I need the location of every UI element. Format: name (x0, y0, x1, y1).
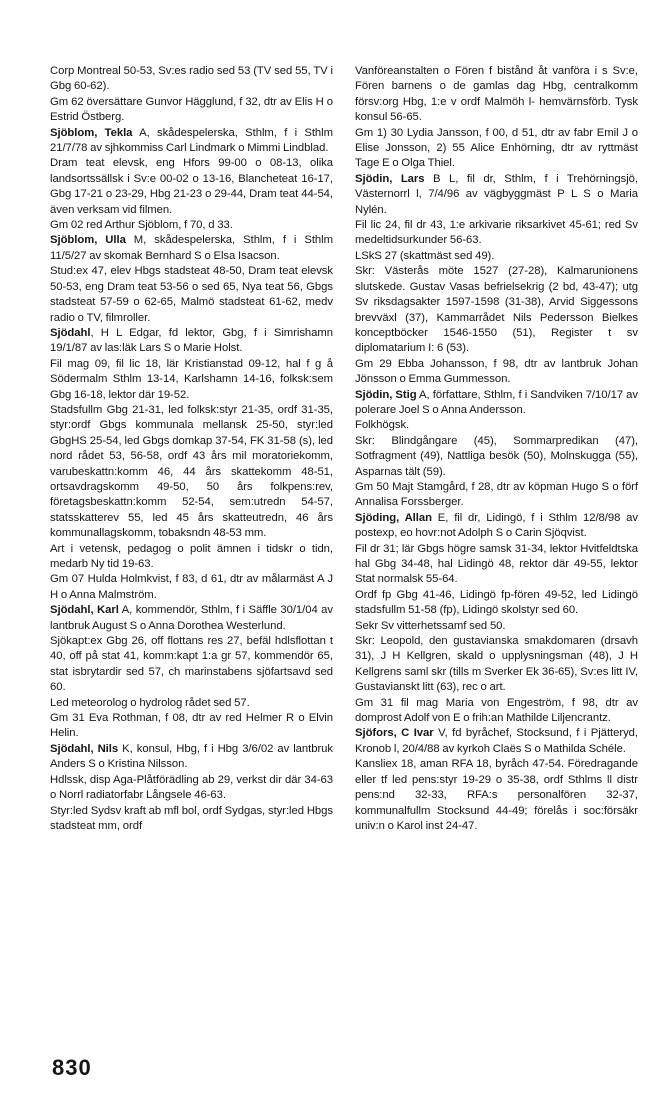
entry-name: Sjödahl, Nils (50, 742, 119, 755)
entry-paragraph: Gm 02 red Arthur Sjöblom, f 70, d 33. (50, 219, 233, 232)
entry-paragraph: Kansliex 18, aman RFA 18, byråch 47-54. Föredragande eller tf led pens:styr 19-29 o 35-38, ordf Sthlms ll distr pens:nd 32-33, RFA:s personalfören 32-37, kommunalfullm Stocksund 44-49; förelås i soc:försäkr univ:n o Karol inst 24-47. (355, 758, 638, 832)
entry-paragraph: Skr: Västerås möte 1527 (27-28), Kalmarunionens slutskede. Gustav Vasas befrielsekrig (2 bd, 43-47); utg Sv riksdagsakter 1597-1598 (31-38), Arvid Siggessons brevväxl (37), Kammarrådet Nils Pedersson Bielkes konceptböcker 1546-1550 (51), Register t sv diplomatarium I: 6 (53). (355, 265, 638, 355)
entry-paragraph: Fil lic 24, fil dr 43, 1:e arkivarie riksarkivet 45-61; red Sv medeltidsurkunder 56-63. (355, 219, 638, 247)
entry-paragraph: Sjödahl, Karl A, kommendör, Sthlm, f i Säffle 30/1/04 av lantbruk August S o Anna Dorothea Westerlund. (50, 604, 333, 632)
entry-paragraph: Sjökapt:ex Gbg 26, off flottans res 27, befäl hdlsflottan t 40, off på stat 41, komm:kapt 1:a gr 57, kommendör 65, stat isbrytardir sed 57, ch marinstabens sjöfartsavd sed 60. (50, 635, 333, 694)
entry-paragraph: Gm 29 Ebba Johansson, f 98, dtr av lantbruk Johan Jönsson o Emma Gummesson. (355, 357, 638, 386)
entry-paragraph: Led meteorolog o hydrolog rådet sed 57. (50, 696, 250, 709)
entry-paragraph: Hdlssk, disp Aga-Plåtförädling ab 29, verkst dir där 34-63 o Norrl radiatorfabr Långsele 46-63. (50, 773, 333, 802)
page-number: 830 (52, 1055, 92, 1080)
entry-name: Sjöblom, Tekla (50, 126, 133, 139)
entry-name: Sjöding, Allan (355, 511, 432, 524)
entry-name: Sjöblom, Ulla (50, 234, 126, 247)
entry-paragraph: Sjödin, Stig A, författare, Sthlm, f i Sandviken 7/10/17 av polerare Joel S o Anna Andersson. (355, 388, 638, 416)
entry-paragraph: Skr: Blindgångare (45), Sommarpredikan (47), Sotfragment (49), Nattliga besök (50), Molnskugga (55), Asparnas tält (59). (355, 434, 638, 478)
entry-paragraph: Sjödahl, Nils K, konsul, Hbg, f i Hbg 3/6/02 av lantbruk Anders S o Kristina Nilsson. (50, 742, 334, 771)
entry-paragraph: Vanföreanstalten o Fören f bistånd åt vanföra i s Sv:e, Fören barnens o de gamlas dag Hbg, centralkomm försv:org Hbg, 1:e v ordf Malmöh l- hemvärnsförb. Tysk konsul 56-65. (355, 65, 638, 124)
entry-paragraph: Sjöfors, C Ivar V, fd byråchef, Stocksund, f i Pjätteryd, Kronob l, 20/4/88 av kyrkoh Claës S o Mathilda Schéle. (355, 727, 638, 755)
entry-paragraph: Gm 31 Eva Rothman, f 08, dtr av red Helmer R o Elvin Helin. (50, 712, 333, 740)
entry-name: Sjödin, Stig (355, 388, 417, 401)
left-column (50, 64, 333, 834)
entry-name: Sjödin, Lars (355, 172, 425, 185)
entry-paragraph: Sjödahl, H L Edgar, fd lektor, Gbg, f i Simrishamn 19/1/87 av las:läk Lars S o Marie Holst. (50, 326, 333, 355)
entry-paragraph: Stadsfullm Gbg 21-31, led folksk:styr 21-35, ordf 31-35, styr:ordf Gbgs kommunala mellansk 25-50, styr:led GbgHS 25-54, led Gbgs domkap 37-54, FK 31-58 (s), led nord rådet 53, 56-58, ordf 43 års mil moratoriekomm, varubeskattn:komm 46, 44 års skattekomm 48-51, ortsavdragskomm 49-50, 50 års folkpens:rev, företagsbeskattn:komm 52-54, sem:utredn 54-57, statsskatterev 55, led 45 års skatteutredn, 46 års kommunallagskomm, tobaksndn 48-53 mm. (50, 403, 333, 540)
entry-paragraph: Sjöblom, Tekla A, skådespelerska, Sthlm, f i Sthlm 21/7/78 av sjhkommiss Carl Lindmark o Mimmi Lindblad. (50, 126, 333, 155)
entry-paragraph: Fil mag 09, fil lic 18, lär Kristianstad 09-12, hal f g å Södermalm Sthlm 13-14, Karlshamn 14-16, folksk:sem Gbg 16-18, lektor där 19-52. (50, 357, 333, 401)
entry-paragraph: Folkhögsk. (355, 419, 410, 432)
entry-name: Sjödahl (50, 326, 91, 339)
entry-paragraph: Sjöding, Allan E, fil dr, Lidingö, f i Sthlm 12/8/98 av postexp, eo hovr:not Adolph S o Carin Sjöqvist. (355, 511, 638, 540)
entry-paragraph: Sjöblom, Ulla M, skådespelerska, Sthlm, f i Sthlm 11/5/27 av skomak Bernhard S o Elsa Isacson. (50, 234, 333, 262)
entry-paragraph: Sjödin, Lars B L, fil dr, Sthlm, f i Trehörningsjö, Västernorrl l, 7/4/96 av vägbyggmäst P L S o Maria Nylén. (355, 172, 638, 216)
entry-paragraph: Gm 31 fil mag Maria von Engeström, f 98, dtr av domprost Adolf von E o frih:an Mathilde Liljencrantz. (355, 696, 638, 725)
entry-paragraph: Dram teat elevsk, eng Hfors 99-00 o 08-13, olika landsortssällsk i Sv:e 00-02 o 13-16, Blancheteat 16-17, Gbg 17-21 o 23-29, Hbg 21-23 o 29-44, Dram teat 44-54, även verksam vid filmen. (50, 157, 333, 216)
entry-paragraph: Fil dr 31; lär Gbgs högre samsk 31-34, lektor Hvitfeldtska hal Gbg 34-48, hal Lidingö 48, rektor där 49-55, lektor Stat normalsk 55-64. (355, 542, 638, 586)
entry-paragraph: Ordf fp Gbg 41-46, Lidingö fp-fören 49-52, led Lidingö stadsfullm 51-58 (fp), Lidingö skolstyr sed 60. (355, 588, 638, 617)
entry-paragraph: Styr:led Sydsv kraft ab mfl bol, ordf Sydgas, styr:led Hbgs stadsteat mm, ordf (50, 804, 333, 832)
entry-paragraph: Gm 07 Hulda Holmkvist, f 83, d 61, dtr av målarmäst A J H o Anna Malmström. (50, 573, 333, 601)
dictionary-page (50, 64, 638, 1084)
entry-paragraph: Sekr Sv vitterhetssamf sed 50. (355, 619, 506, 632)
entry-paragraph: Gm 62 översättare Gunvor Hägglund, f 32, dtr av Elis H o Estrid Östberg. (50, 95, 333, 124)
entry-name: Sjöfors, C Ivar (355, 727, 434, 740)
entry-paragraph: Art i vetensk, pedagog o polit ämnen i tidskr o tidn, medarb Ny tid 19-63. (50, 542, 333, 570)
entry-paragraph: Skr: Leopold, den gustavianska smakdomaren (drsavh 31), J H Kellgren, skald o upplysningsman (48), J H Kellgrens saml skr (tills m Sverker Ek 36-65), Sv:es litt IV, Gustavianskt litt (63), rec o art. (355, 635, 638, 694)
entry-paragraph: Gm 50 Majt Stamgård, f 28, dtr av köpman Hugo S o förf Annalisa Forssberger. (355, 480, 638, 509)
entry-paragraph: LSkS 27 (skattmäst sed 49). (355, 249, 495, 262)
entry-paragraph: Stud:ex 47, elev Hbgs stadsteat 48-50, Dram teat elevsk 50-53, eng Dram teat 53-56 o sed 65, Nya teat 56, Gbgs stadsteat 57-59 o 62-65, Malmö stadsteat 61-62, medv radio o TV, filmroller. (50, 265, 333, 324)
entry-paragraph: Corp Montreal 50-53, Sv:es radio sed 53 (TV sed 55, TV i Gbg 60-62). (50, 65, 333, 93)
entry-name: Sjödahl, Karl (50, 604, 119, 617)
entry-paragraph: Gm 1) 30 Lydia Jansson, f 00, d 51, dtr av fabr Emil J o Elise Jonsson, 2) 55 Alice Enhörning, dtr av ryttmäst Tage E o Olga Thiel. (355, 126, 638, 170)
right-column (355, 64, 638, 834)
